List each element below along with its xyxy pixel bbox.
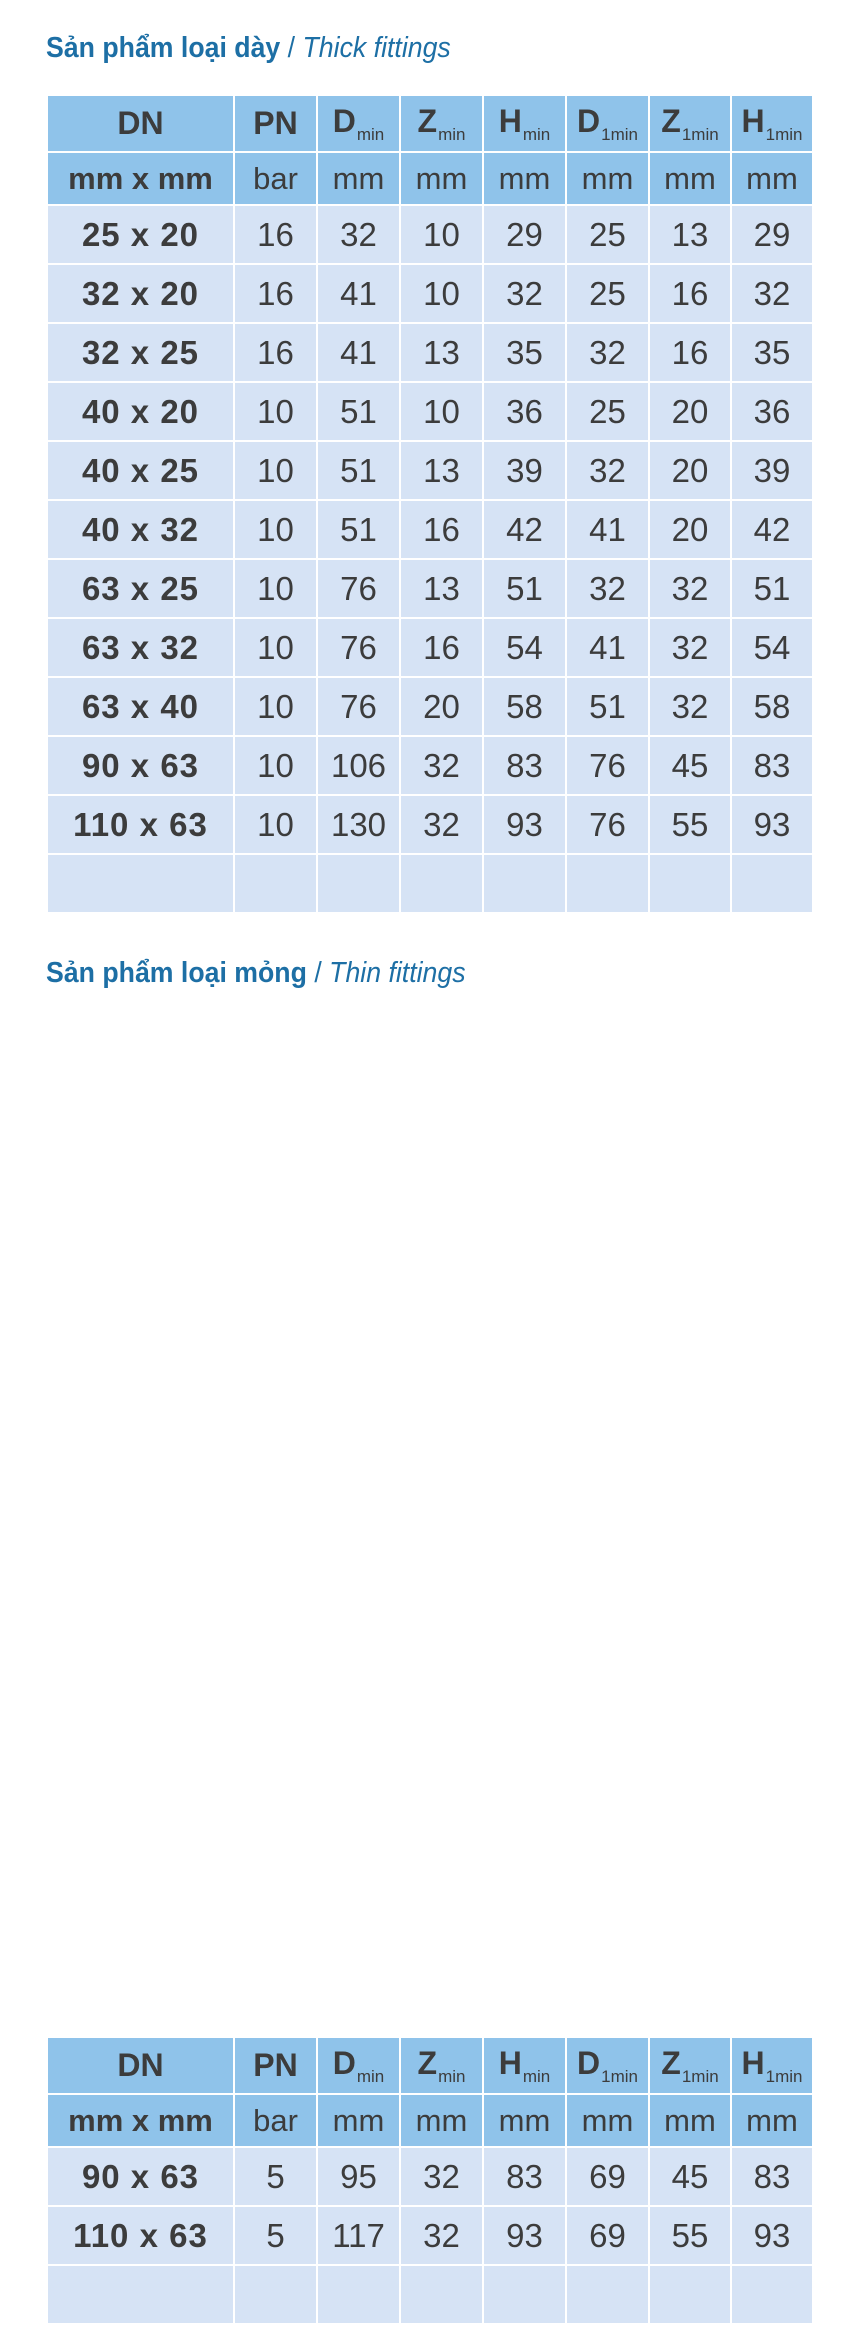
unit-cell: mm x mm	[47, 2094, 234, 2147]
dn-cell: 63 x 25	[47, 559, 234, 618]
column-header-symbol: D	[577, 2044, 601, 2081]
column-header-subscript: min	[438, 2066, 466, 2086]
table-row	[47, 441, 813, 500]
value-cell: 10	[234, 441, 317, 500]
dn-cell: 63 x 40	[47, 677, 234, 736]
column-header-symbol: H	[498, 2044, 522, 2081]
column-header-symbol: D	[332, 102, 356, 139]
unit-cell: bar	[234, 152, 317, 205]
value-cell: 76	[566, 736, 649, 795]
value-cell: 16	[234, 264, 317, 323]
value-cell: 5	[234, 2206, 317, 2265]
value-cell: 13	[400, 441, 483, 500]
value-cell: 29	[483, 205, 566, 264]
value-cell	[317, 2265, 400, 2324]
dn-cell: 63 x 32	[47, 618, 234, 677]
value-cell: 10	[234, 677, 317, 736]
column-header-subscript: 1min	[765, 124, 803, 144]
value-cell: 93	[483, 795, 566, 854]
units-row	[47, 152, 813, 205]
value-cell	[234, 854, 317, 913]
value-cell: 93	[731, 795, 813, 854]
value-cell: 76	[566, 795, 649, 854]
table-row	[47, 795, 813, 854]
table-row	[47, 382, 813, 441]
column-header	[483, 2037, 566, 2094]
units-row	[47, 2094, 813, 2147]
column-header-subscript: min	[522, 2066, 551, 2086]
table-row	[47, 736, 813, 795]
dn-cell: 90 x 63	[47, 736, 234, 795]
value-cell: 5	[234, 2147, 317, 2206]
dn-cell: 25 x 20	[47, 205, 234, 264]
value-cell: 39	[731, 441, 813, 500]
column-header-symbol: Z	[417, 2044, 438, 2081]
column-header	[317, 95, 400, 152]
dn-cell	[47, 854, 234, 913]
section-title-vn: Sản phẩm loại mỏng	[46, 957, 307, 989]
column-header	[731, 2037, 813, 2094]
table-row	[47, 205, 813, 264]
value-cell: 25	[566, 264, 649, 323]
column-header-symbol: DN	[117, 2047, 164, 2083]
value-cell	[649, 2265, 731, 2324]
value-cell	[483, 2265, 566, 2324]
value-cell: 58	[483, 677, 566, 736]
dn-cell: 40 x 20	[47, 382, 234, 441]
value-cell: 41	[566, 500, 649, 559]
value-cell: 13	[400, 559, 483, 618]
unit-cell: mm	[400, 152, 483, 205]
value-cell	[731, 854, 813, 913]
value-cell: 45	[649, 2147, 731, 2206]
value-cell: 41	[317, 323, 400, 382]
column-header-symbol: D	[332, 2044, 356, 2081]
value-cell: 16	[400, 500, 483, 559]
value-cell: 32	[400, 2147, 483, 2206]
value-cell: 35	[731, 323, 813, 382]
value-cell: 117	[317, 2206, 400, 2265]
value-cell: 10	[234, 795, 317, 854]
table-row	[47, 264, 813, 323]
value-cell: 51	[731, 559, 813, 618]
value-cell	[483, 854, 566, 913]
value-cell: 83	[483, 736, 566, 795]
table-row	[47, 500, 813, 559]
column-header-subscript: min	[438, 124, 466, 144]
value-cell: 10	[234, 618, 317, 677]
value-cell: 95	[317, 2147, 400, 2206]
value-cell: 10	[400, 264, 483, 323]
value-cell	[400, 854, 483, 913]
dn-cell: 110 x 63	[47, 2206, 234, 2265]
unit-cell: mm	[317, 152, 400, 205]
column-header-subscript: min	[522, 124, 551, 144]
value-cell	[566, 2265, 649, 2324]
table-row	[47, 618, 813, 677]
value-cell: 13	[649, 205, 731, 264]
value-cell: 16	[400, 618, 483, 677]
value-cell: 93	[731, 2206, 813, 2265]
value-cell: 36	[731, 382, 813, 441]
unit-cell: mm	[649, 152, 731, 205]
value-cell	[317, 854, 400, 913]
column-header-symbol: H	[741, 2044, 765, 2081]
table-row	[47, 677, 813, 736]
section-title-separator: /	[306, 957, 330, 989]
value-cell: 51	[317, 500, 400, 559]
value-cell: 93	[483, 2206, 566, 2265]
column-header-subscript: 1min	[765, 2066, 803, 2086]
value-cell: 69	[566, 2206, 649, 2265]
value-cell: 32	[731, 264, 813, 323]
table-row	[47, 323, 813, 382]
table-row	[47, 2147, 813, 2206]
column-header-symbol: H	[741, 102, 765, 139]
column-header-subscript: 1min	[681, 124, 719, 144]
column-header	[649, 95, 731, 152]
column-header-symbol: PN	[253, 2047, 298, 2083]
column-header	[400, 95, 483, 152]
value-cell: 58	[731, 677, 813, 736]
value-cell	[731, 2265, 813, 2324]
value-cell: 42	[731, 500, 813, 559]
column-header	[731, 95, 813, 152]
column-header-subscript: 1min	[601, 2066, 638, 2086]
value-cell: 35	[483, 323, 566, 382]
dn-cell: 32 x 25	[47, 323, 234, 382]
column-header	[566, 2037, 649, 2094]
value-cell: 42	[483, 500, 566, 559]
value-cell: 76	[317, 618, 400, 677]
column-header	[234, 95, 317, 152]
value-cell: 16	[649, 323, 731, 382]
value-cell: 32	[566, 323, 649, 382]
value-cell: 10	[234, 736, 317, 795]
value-cell: 16	[234, 205, 317, 264]
column-header	[47, 95, 234, 152]
value-cell: 20	[649, 382, 731, 441]
value-cell	[400, 2265, 483, 2324]
value-cell: 32	[400, 795, 483, 854]
value-cell	[234, 2265, 317, 2324]
column-header-subscript: min	[356, 2066, 385, 2086]
value-cell: 83	[483, 2147, 566, 2206]
column-header-symbol: Z	[661, 2044, 681, 2081]
value-cell: 51	[483, 559, 566, 618]
thin-fittings-table	[46, 2036, 814, 2325]
value-cell: 39	[483, 441, 566, 500]
column-header-subscript: 1min	[681, 2066, 719, 2086]
unit-cell: mm	[317, 2094, 400, 2147]
value-cell: 76	[317, 559, 400, 618]
dn-cell: 90 x 63	[47, 2147, 234, 2206]
value-cell: 16	[649, 264, 731, 323]
unit-cell: mm	[731, 152, 813, 205]
dn-cell: 40 x 32	[47, 500, 234, 559]
value-cell: 20	[400, 677, 483, 736]
header-row	[47, 2037, 813, 2094]
table-row	[47, 854, 813, 913]
value-cell: 106	[317, 736, 400, 795]
value-cell: 32	[566, 441, 649, 500]
column-header	[317, 2037, 400, 2094]
table-row	[47, 559, 813, 618]
section-title-en: Thin fittings	[329, 957, 466, 989]
unit-cell: mm	[400, 2094, 483, 2147]
value-cell: 10	[234, 382, 317, 441]
column-header-symbol: H	[498, 102, 522, 139]
column-header-symbol: PN	[253, 105, 298, 141]
value-cell: 20	[649, 441, 731, 500]
dn-cell: 32 x 20	[47, 264, 234, 323]
value-cell: 54	[731, 618, 813, 677]
column-header	[483, 95, 566, 152]
thin-table-viewport	[0, 1018, 850, 2254]
column-header-subscript: min	[356, 124, 385, 144]
dn-cell: 110 x 63	[47, 795, 234, 854]
column-header-subscript: 1min	[601, 124, 638, 144]
value-cell: 32	[649, 559, 731, 618]
value-cell: 45	[649, 736, 731, 795]
section-title-separator: /	[280, 32, 303, 64]
value-cell: 10	[400, 382, 483, 441]
value-cell: 69	[566, 2147, 649, 2206]
value-cell: 32	[483, 264, 566, 323]
dn-cell	[47, 2265, 234, 2324]
section-title-vn: Sản phẩm loại dày	[46, 32, 281, 64]
value-cell: 32	[566, 559, 649, 618]
table-row	[47, 2206, 813, 2265]
thick-fittings-table	[46, 94, 814, 914]
section-title-thick	[46, 32, 451, 65]
value-cell: 25	[566, 205, 649, 264]
unit-cell: mm	[483, 152, 566, 205]
value-cell: 51	[317, 441, 400, 500]
value-cell: 10	[400, 205, 483, 264]
value-cell: 83	[731, 736, 813, 795]
value-cell: 51	[317, 382, 400, 441]
unit-cell: mm	[649, 2094, 731, 2147]
unit-cell: mm	[566, 152, 649, 205]
value-cell: 130	[317, 795, 400, 854]
column-header-symbol: DN	[117, 105, 164, 141]
value-cell: 32	[400, 736, 483, 795]
value-cell	[566, 854, 649, 913]
value-cell: 32	[317, 205, 400, 264]
table-row	[47, 2265, 813, 2324]
value-cell: 25	[566, 382, 649, 441]
value-cell: 13	[400, 323, 483, 382]
value-cell: 83	[731, 2147, 813, 2206]
header-row	[47, 95, 813, 152]
value-cell: 32	[649, 618, 731, 677]
value-cell: 29	[731, 205, 813, 264]
column-header	[649, 2037, 731, 2094]
value-cell: 41	[566, 618, 649, 677]
unit-cell: mm x mm	[47, 152, 234, 205]
section-title-thin	[46, 957, 466, 990]
column-header	[47, 2037, 234, 2094]
value-cell: 10	[234, 500, 317, 559]
unit-cell: mm	[566, 2094, 649, 2147]
value-cell: 20	[649, 500, 731, 559]
column-header-symbol: Z	[661, 102, 681, 139]
value-cell: 55	[649, 2206, 731, 2265]
unit-cell: mm	[731, 2094, 813, 2147]
dn-cell: 40 x 25	[47, 441, 234, 500]
column-header	[566, 95, 649, 152]
value-cell: 16	[234, 323, 317, 382]
unit-cell: mm	[483, 2094, 566, 2147]
value-cell: 10	[234, 559, 317, 618]
value-cell: 32	[649, 677, 731, 736]
value-cell	[649, 854, 731, 913]
column-header-symbol: Z	[417, 102, 438, 139]
section-title-en: Thick fittings	[302, 32, 451, 64]
value-cell: 41	[317, 264, 400, 323]
column-header	[400, 2037, 483, 2094]
column-header	[234, 2037, 317, 2094]
value-cell: 32	[400, 2206, 483, 2265]
column-header-symbol: D	[577, 102, 601, 139]
value-cell: 51	[566, 677, 649, 736]
unit-cell: bar	[234, 2094, 317, 2147]
value-cell: 36	[483, 382, 566, 441]
value-cell: 55	[649, 795, 731, 854]
value-cell: 54	[483, 618, 566, 677]
value-cell: 76	[317, 677, 400, 736]
